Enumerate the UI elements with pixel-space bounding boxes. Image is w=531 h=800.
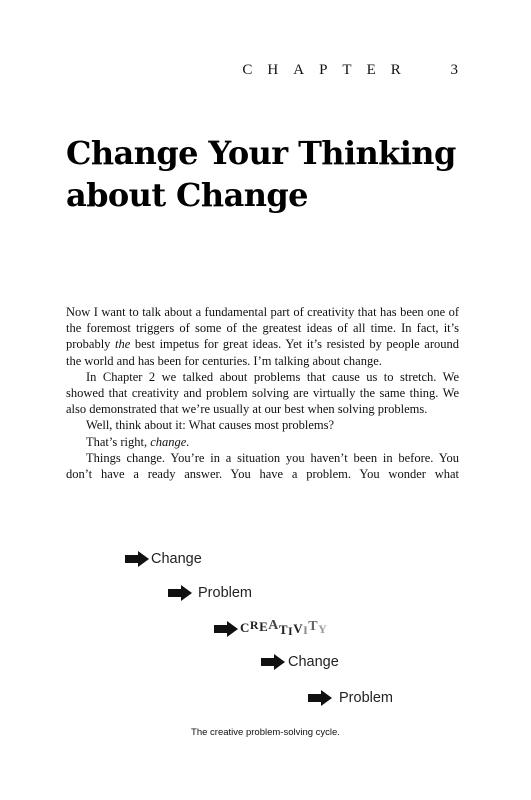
cycle-step-label: Problem — [339, 690, 393, 706]
paragraph-5: Things change. You’re in a situation you haven’t been in before. You don’t have a ready answer. You have a problem. You wonder what — [66, 450, 459, 482]
cycle-step-label: Change — [151, 551, 202, 567]
paragraph-4-text: That’s right, — [86, 434, 148, 449]
creativity-letter: I — [303, 623, 309, 637]
cycle-step-change-1 — [125, 551, 202, 567]
creativity-letter: Y — [318, 622, 328, 636]
right-arrow-icon — [308, 690, 332, 706]
creativity-letter: T — [308, 619, 319, 634]
cycle-step-label: Problem — [198, 585, 252, 601]
cycle-step-label: Change — [288, 654, 339, 670]
cycle-step-problem-1 — [168, 585, 252, 601]
right-arrow-icon — [125, 551, 149, 567]
chapter-title — [66, 132, 466, 216]
paragraph-4-emphasis: change. — [150, 434, 190, 449]
body-text — [66, 304, 459, 482]
creativity-letter: T — [278, 622, 289, 637]
right-arrow-icon — [214, 621, 238, 637]
paragraph-2: In Chapter 2 we talked about problems that cause us to stretch. We showed that creativity and problem solving are virtually the same thing. We also demonstrated that we’re usually at our best when solving problems. — [66, 369, 459, 417]
creativity-letter: E — [259, 619, 269, 634]
chapter-title-line-1: Change Your Thinking — [66, 134, 456, 172]
chapter-label: CHAPTER — [242, 62, 416, 78]
chapter-number: 3 — [450, 62, 473, 78]
paragraph-1-text: Now I want to talk about a fundamental part of creativity that has been one of the foremost triggers of some of the greatest ideas of all time. In fact, it’s probably — [66, 305, 459, 352]
creativity-letter: A — [268, 618, 279, 633]
creativity-word — [240, 620, 327, 637]
creativity-letter: I — [288, 624, 294, 638]
paragraph-1-rest: best impetus for great ideas. Yet it’s resisted by people around the world and has been for centuries. I’m talking about change. — [66, 337, 460, 368]
creativity-letter: R — [249, 618, 260, 632]
paragraph-1 — [66, 304, 459, 369]
figure-caption: The creative problem-solving cycle. — [191, 727, 340, 738]
creativity-letter: V — [293, 621, 304, 636]
chapter-heading — [242, 62, 473, 79]
paragraph-1-emphasis: the — [115, 337, 131, 352]
paragraph-4 — [66, 434, 459, 450]
cycle-step-creativity — [214, 620, 327, 637]
cycle-step-change-2 — [261, 654, 339, 670]
chapter-title-line-2: about Change — [66, 176, 308, 214]
paragraph-3: Well, think about it: What causes most problems? — [86, 418, 335, 433]
right-arrow-icon — [168, 585, 192, 601]
cycle-step-problem-2 — [308, 690, 393, 706]
right-arrow-icon — [261, 654, 285, 670]
creativity-letter: C — [240, 620, 250, 635]
